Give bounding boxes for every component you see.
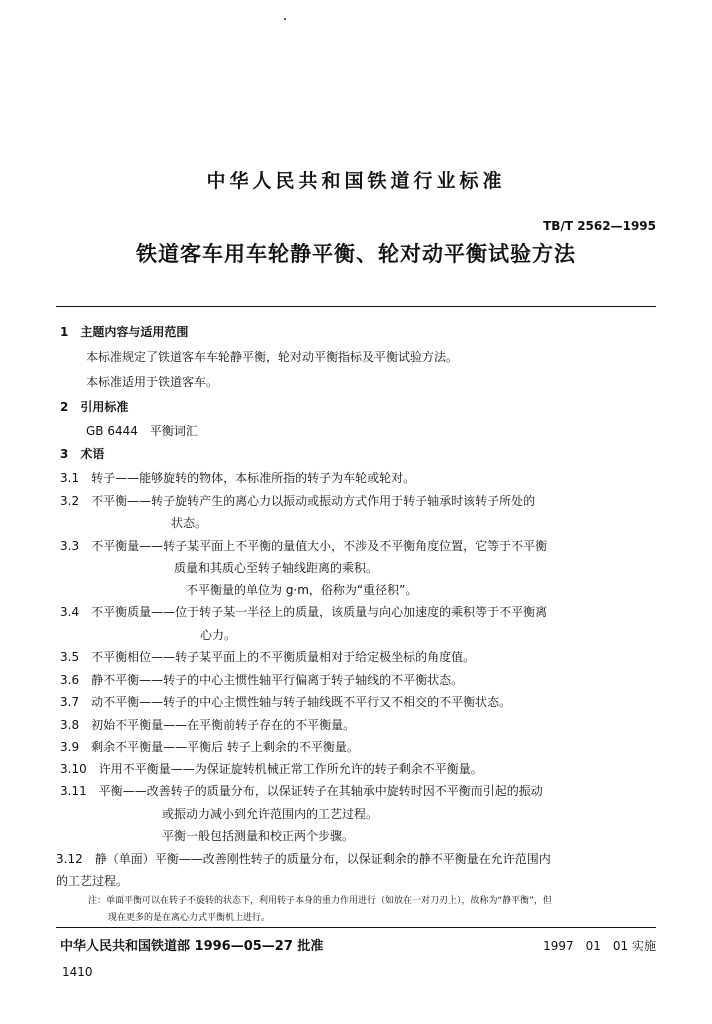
term-3-2-line-1: 3.2 不平衡——转子旋转产生的离心力以振动或振动方式作用于转子轴承时该转子所处的 xyxy=(60,494,536,508)
scan-speck xyxy=(284,18,286,20)
term-3-8: 3.8 初始不平衡量——在平衡前转子存在的不平衡量。 xyxy=(60,718,356,732)
term-3-10: 3.10 许用不平衡量——为保证旋转机械正常工作所允许的转子剩余不平衡量。 xyxy=(60,762,483,776)
term-3-3-line-2: 质量和其质心至转子轴线距离的乘积。 xyxy=(174,561,379,575)
implementation-date: 1997 01 01 实施 xyxy=(543,939,656,953)
note-line-1: 注：单面平衡可以在转子不旋转的状态下，利用转子本身的重力作用进行（如放在一对刀刃上），故称为“静平衡”，但 xyxy=(88,896,552,906)
section-3-heading: 3 术语 xyxy=(60,447,105,461)
section-2-reference: GB 6444 平衡词汇 xyxy=(86,424,198,438)
section-1-paragraph-1: 本标准规定了铁道客车车轮静平衡，轮对动平衡指标及平衡试验方法。 xyxy=(86,350,459,364)
document-title: 铁道客车用车轮静平衡、轮对动平衡试验方法 xyxy=(136,242,576,266)
term-3-12-line-1: 3.12 静（单面）平衡——改善刚性转子的质量分布，以保证剩余的静不平衡量在允许范围内 xyxy=(56,852,551,866)
term-3-1: 3.1 转子——能够旋转的物体，本标准所指的转子为车轮或轮对。 xyxy=(60,471,416,485)
section-1-paragraph-2: 本标准适用于铁道客车。 xyxy=(86,375,219,389)
standard-code: TB/T 2562—1995 xyxy=(543,219,656,233)
term-3-2-line-2: 状态。 xyxy=(171,516,208,530)
issuing-organization: 中华人民共和国铁道行业标准 xyxy=(206,170,506,192)
note-line-2: 现在更多的是在离心力式平衡机上进行。 xyxy=(108,913,271,923)
term-3-3-line-3: 不平衡量的单位为 g·m，俗称为“重径积”。 xyxy=(186,583,418,597)
term-3-4-line-1: 3.4 不平衡质量——位于转子某一半径上的质量，该质量与向心加速度的乘积等于不平衡离 xyxy=(60,605,548,619)
term-3-3-line-1: 3.3 不平衡量——转子某平面上不平衡的量值大小，不涉及不平衡角度位置，它等于不平衡 xyxy=(60,539,548,553)
term-3-11-line-2: 或振动力减小到允许范围内的工艺过程。 xyxy=(162,807,379,821)
term-3-11-line-1: 3.11 平衡——改善转子的质量分布，以保证转子在其轴承中旋转时因不平衡而引起的振动 xyxy=(60,784,543,798)
term-3-9: 3.9 剩余不平衡量——平衡后 转子上剩余的不平衡量。 xyxy=(60,740,359,754)
term-3-4-line-2: 心力。 xyxy=(200,628,237,642)
section-2-heading: 2 引用标准 xyxy=(60,400,129,414)
approval-line: 中华人民共和国铁道部 1996—05—27 批准 xyxy=(60,939,324,954)
top-divider xyxy=(56,306,656,307)
bottom-divider xyxy=(56,927,656,928)
section-1-heading: 1 主题内容与适用范围 xyxy=(60,325,189,339)
term-3-5: 3.5 不平衡相位——转子某平面上的不平衡质量相对于给定极坐标的角度值。 xyxy=(60,650,476,664)
term-3-12-line-2: 的工艺过程。 xyxy=(56,874,129,888)
term-3-6: 3.6 静不平衡——转子的中心主惯性轴平行偏离于转子轴线的不平衡状态。 xyxy=(60,673,464,687)
page-number: 1410 xyxy=(62,965,93,979)
term-3-11-line-3: 平衡一般包括测量和校正两个步骤。 xyxy=(162,829,355,843)
term-3-7: 3.7 动不平衡——转子的中心主惯性轴与转子轴线既不平行又不相交的不平衡状态。 xyxy=(60,695,512,709)
